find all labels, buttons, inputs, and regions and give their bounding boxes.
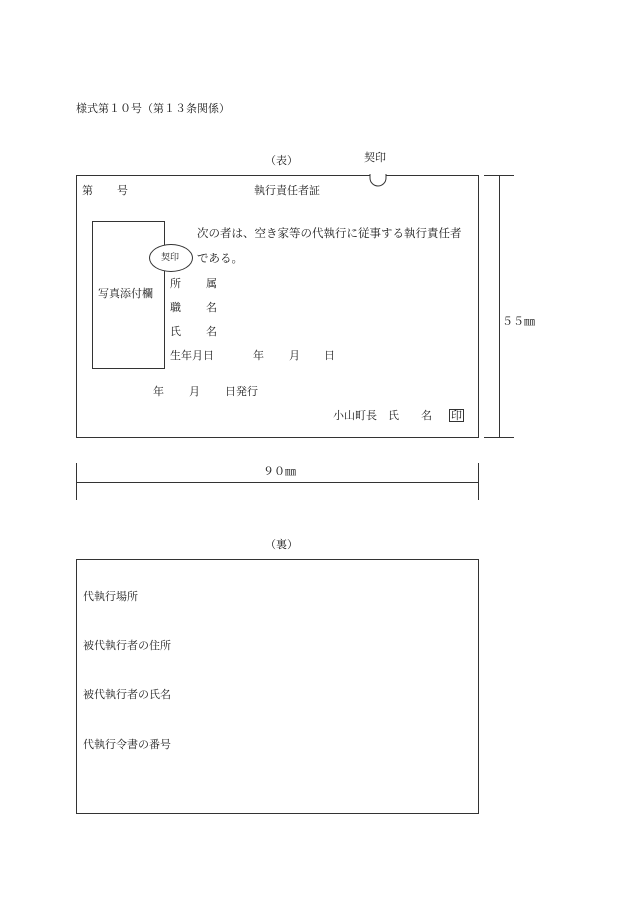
back-item-address: 被代執行者の住所	[83, 639, 171, 652]
front-label: （表）	[265, 154, 298, 167]
name-label-2: 名	[206, 325, 217, 338]
issue-year: 年	[153, 385, 164, 398]
photo-label: 写真添付欄	[98, 287, 153, 300]
issuer: 小山町長 氏 名	[333, 409, 432, 422]
number-prefix: 第	[82, 184, 93, 197]
statement-line1: 次の者は、空き家等の代執行に従事する執行責任者	[197, 226, 462, 240]
affiliation-label-2: 属	[206, 277, 217, 290]
stamp-box: 印	[451, 409, 462, 422]
form-number: 様式第１０号（第１３条関係）	[76, 102, 230, 115]
affiliation-label-1: 所	[170, 277, 181, 290]
width-dimension: ９０㎜	[263, 465, 296, 478]
dim-right-tick	[478, 463, 479, 500]
birth-year: 年	[253, 349, 264, 362]
dim-width-line	[76, 482, 478, 483]
back-item-name: 被代執行者の氏名	[83, 688, 171, 701]
birth-label: 生年月日	[170, 349, 214, 362]
birth-day: 日	[324, 349, 335, 362]
position-label-1: 職	[170, 301, 181, 314]
position-label-2: 名	[206, 301, 217, 314]
back-label: （裏）	[265, 538, 298, 551]
seal-notch-icon	[369, 174, 387, 188]
number-suffix: 号	[117, 184, 128, 197]
card-title: 執行責任者証	[254, 184, 320, 197]
issue-day: 日発行	[225, 385, 258, 398]
dim-height-line	[499, 175, 500, 437]
back-item-place: 代執行場所	[83, 590, 138, 603]
dim-bottom-tick	[484, 437, 514, 438]
back-item-order-number: 代執行令書の番号	[83, 738, 171, 751]
overlap-seal-label: 契印	[161, 253, 180, 263]
issue-month: 月	[189, 385, 200, 398]
name-label-1: 氏	[170, 325, 181, 338]
seal-label: 契印	[364, 151, 386, 164]
statement-line2: である。	[197, 251, 243, 265]
height-dimension: ５５㎜	[502, 315, 535, 328]
birth-month: 月	[289, 349, 300, 362]
